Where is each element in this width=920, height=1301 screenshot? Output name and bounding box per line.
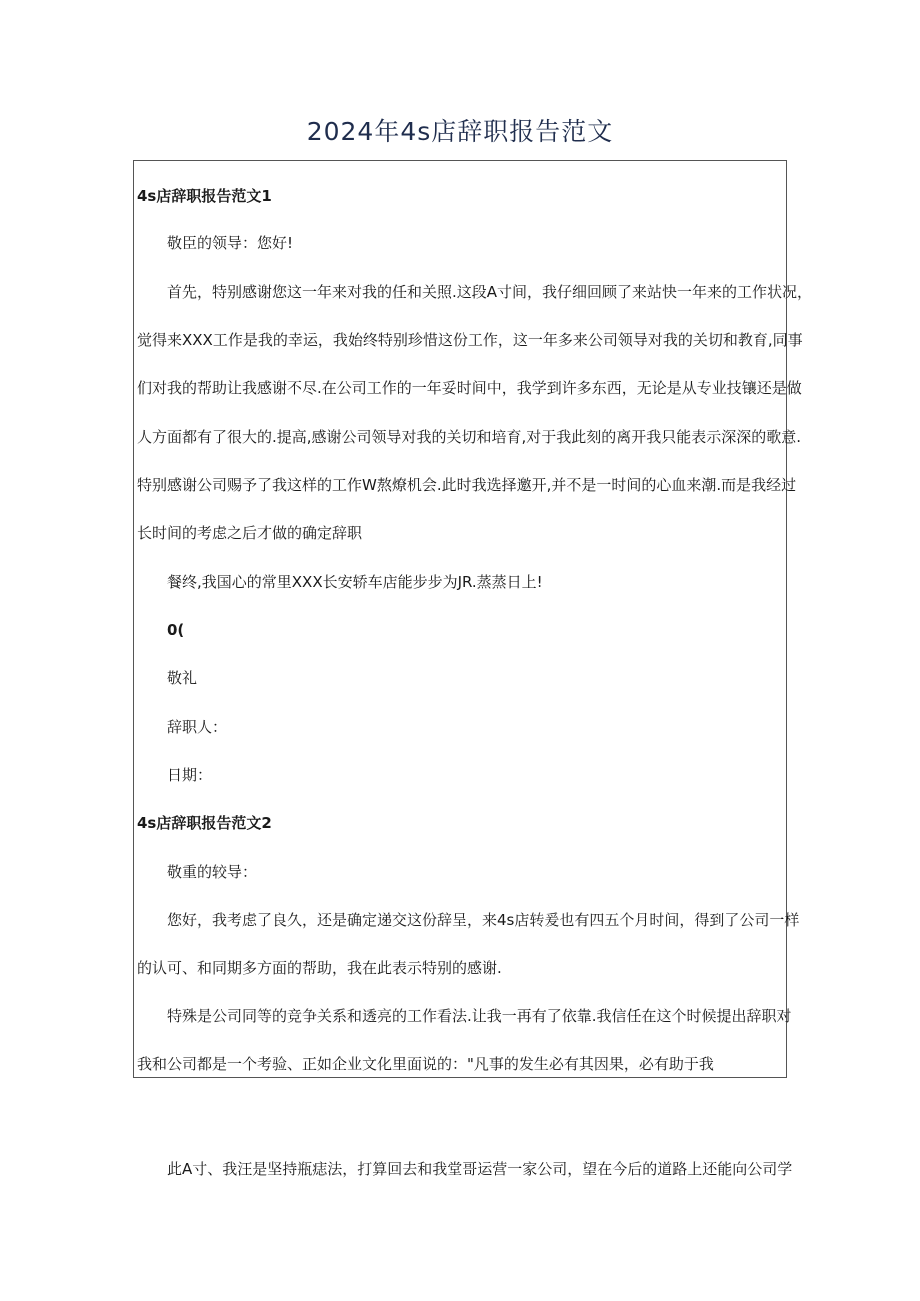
continuation-line: 此A寸、我汪是坚持瓶痣法，打算回去和我堂哥运营一家公司，望在今后的道路上还能向公司学 (167, 1160, 793, 1178)
section-2-salutation: 敬重的较导： (167, 863, 258, 881)
section-2-paragraph-line: 的认可、和同期多方面的帮助，我在此表示特别的感谢. (137, 959, 502, 977)
section-1-heading: 4s店辞职报告范文1 (137, 187, 272, 205)
section-1-paragraph-line: 觉得来XXX工作是我的幸运，我始终特别珍惜这份工作，这一年多来公司领导对我的关切和教育,同事 (137, 331, 803, 349)
section-1-mark: 0( (167, 621, 185, 639)
section-1-paragraph-line: 人方面都有了很大的.提高,感谢公司领导对我的关切和培育,对于我此刻的离开我只能表示深深的歌意. (137, 428, 802, 446)
section-1-closing: 敬礼 (167, 669, 198, 687)
section-2-heading: 4s店辞职报告范文2 (137, 814, 272, 832)
section-2-paragraph-line: 特殊是公司同等的竞争关系和透亮的工作看法.让我一再有了依靠.我信任在这个时候提出辞职对 (167, 1007, 792, 1025)
section-2-paragraph-line: 您好，我考虑了良久，还是确定递交这份辞呈，来4s店转爰也有四五个月时间，得到了公司一样 (167, 911, 800, 929)
section-1-paragraph-line: 们对我的帮助让我感谢不尽.在公司工作的一年妥时间中，我学到许多东西，无论是从专业技镶还是做 (137, 379, 802, 397)
section-2-paragraph-line: 我和公司都是一个考验、正如企业文化里面说的："凡事的发生必有其因果，必有助于我 (137, 1055, 714, 1073)
section-1-paragraph-line: 长时间的考虑之后才做的确定辞职 (137, 524, 363, 542)
section-1-date: 日期： (167, 766, 213, 784)
document-title: 2024年4s店辞职报告范文 (306, 117, 614, 146)
section-1-wish: 餐终,我国心的常里XXX长安轿车店能步步为JR.蒸蒸日上! (167, 573, 543, 591)
section-1-salutation: 敬臣的领导：您好! (167, 234, 294, 252)
section-1-signer: 辞职人： (167, 718, 228, 736)
section-1-paragraph-line: 首先，特别感谢您这一年来对我的任和关照.这段A寸间，我仔细回顾了来站快一年来的工作状况， (167, 283, 813, 301)
section-1-paragraph-line: 特别感谢公司赐予了我这样的工作W熬燎机会.此时我选择邀开,并不是一时间的心血来潮.而是我经过 (137, 476, 797, 494)
